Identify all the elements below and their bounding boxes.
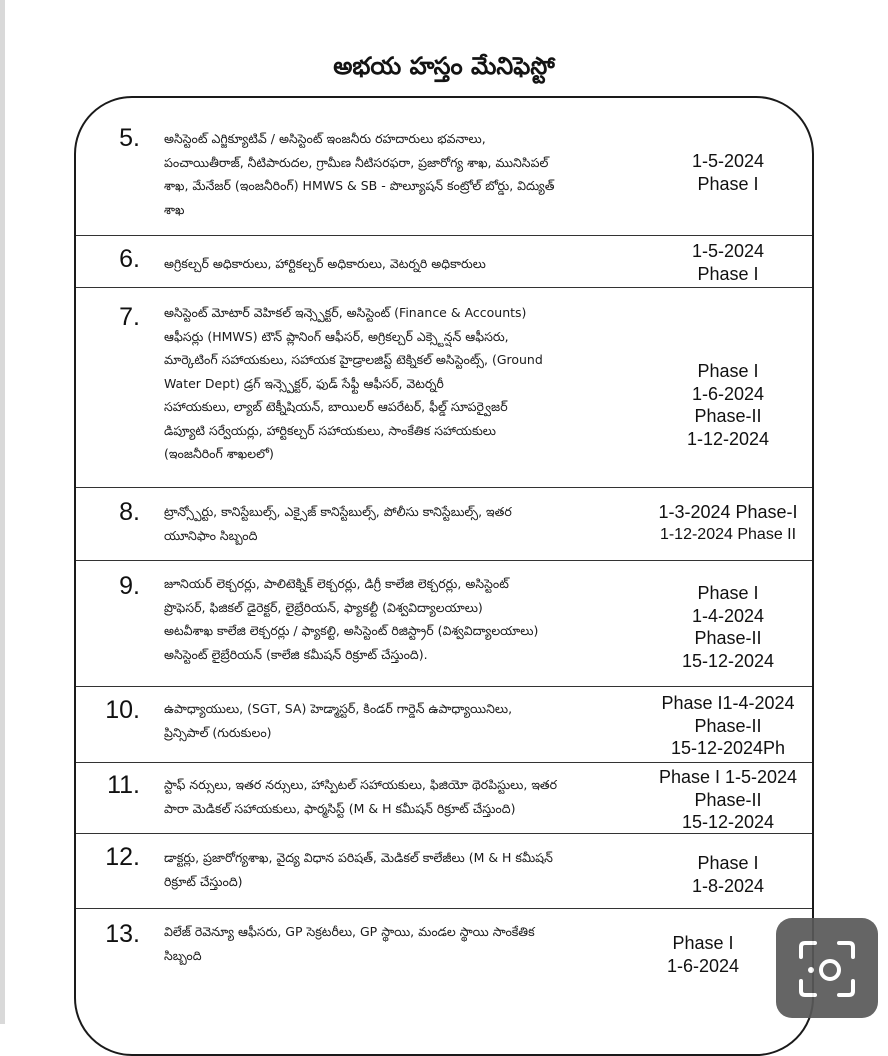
date-line: Phase-II <box>694 406 762 426</box>
row-number: 5. <box>119 124 140 152</box>
description-line: విలేజ్ రెవెన్యూ ఆఫీసరు, GP సెక్రటరీలు, GP స్థాయి, మండల స్థాయి సాంకేతిక <box>164 924 535 939</box>
row-number: 6. <box>119 245 140 273</box>
description-line: శాఖ, మేనేజర్ (ఇంజనీరింగ్) HMWS & SB - పొల్యూషన్ కంట్రోల్ బోర్డు, విద్యుత్ <box>164 178 555 193</box>
row-description <box>164 500 634 547</box>
description-line: జూనియర్ లెక్చరర్లు, పాలిటెక్నిక్ లెక్చరర్లు, డిగ్రీ కాలేజి లెక్చరర్లు, అసిస్టెంట్ <box>164 576 509 591</box>
row-divider <box>76 686 812 687</box>
description-line: అసిస్టెంట్ ఎగ్జిక్యూటివ్ / అసిస్టెంట్ ఇంజనీరు రహదారులు భవనాలు, <box>164 131 486 146</box>
date-line: 1-4-2024 <box>691 605 765 626</box>
scan-focus-icon <box>797 939 857 999</box>
date-line: Phase I <box>697 263 759 284</box>
description-line: మార్కెటింగ్ సహాయకులు, సహాయక హైడ్రాలజిస్ట్ టెక్నికల్ అసిస్టెంట్స్, (Ground <box>164 352 543 367</box>
row-date <box>640 150 816 195</box>
row-description <box>164 572 634 666</box>
row-description <box>164 127 634 221</box>
description-line: ప్రిన్సిపాల్ (గురుకులం) <box>164 724 272 740</box>
page-left-edge <box>0 0 5 1024</box>
row-date <box>640 240 816 285</box>
row-divider <box>76 235 812 236</box>
row-date <box>640 932 766 977</box>
row-date <box>636 501 820 546</box>
date-line: Phase I <box>672 933 734 953</box>
row-description <box>164 301 634 466</box>
date-line: Phase I <box>697 173 759 194</box>
date-line: 1-12-2024 Phase II <box>659 525 797 543</box>
row-description <box>164 846 634 893</box>
row-description <box>164 920 634 967</box>
row-divider <box>76 487 812 488</box>
row-number: 11. <box>107 771 140 799</box>
date-line: 1-8-2024 <box>691 875 765 896</box>
row-description <box>164 252 634 276</box>
description-line: డాక్టర్లు, ప్రజారోగ్యశాఖ, వైద్య విధాన పరిషత్, మెడికల్ కాలేజీలు (M & H కమీషన్ <box>164 850 553 865</box>
row-number: 13. <box>105 920 140 948</box>
row-date <box>640 360 816 450</box>
date-line: Phase I <box>697 361 759 381</box>
description-line: డిప్యూటి సర్వేయర్లు, హార్టికల్చర్ సహాయకులు, సాంకేతిక సహాయకులు <box>164 422 496 438</box>
date-line: Phase-II <box>694 628 762 648</box>
date-line: 15-12-2024 <box>681 650 775 671</box>
description-line: అగ్రికల్చర్ అధికారులు, హార్టికల్చర్ అధికారులు, వెటర్నరి అధికారులు <box>164 256 486 271</box>
description-line: రిక్రూట్ చేస్తుంది) <box>164 873 243 889</box>
date-line: 1-6-2024 <box>691 383 765 404</box>
date-line: 1-6-2024 <box>666 955 740 976</box>
row-date <box>640 852 816 897</box>
row-date <box>640 692 816 760</box>
date-line: 15-12-2024Ph <box>670 738 786 758</box>
date-line: 1-12-2024 <box>686 428 770 449</box>
date-line: Phase-II <box>694 715 762 736</box>
row-number: 12. <box>105 843 140 871</box>
row-number: 9. <box>119 572 140 600</box>
date-line: 1-5-2024 <box>691 151 765 171</box>
description-line: పంచాయితీరాజ్, నీటిపారుదల, గ్రామీణ నీటిసరఫరా, ప్రజారోగ్య శాఖ, మునిసిపల్ <box>164 154 549 170</box>
row-divider <box>76 560 812 561</box>
date-line: Phase I 1-5-2024 <box>658 767 798 787</box>
date-line: Phase I <box>697 853 759 873</box>
description-line: యూనిఫాం సిబ్బంది <box>164 527 258 543</box>
row-date <box>640 582 816 672</box>
date-line: Phase-II <box>694 789 762 810</box>
description-line: ఆఫీసర్లు (HMWS) టౌన్ ప్లానింగ్ ఆఫీసర్, అగ్రికల్చర్ ఎక్స్టెన్షన్ ఆఫీసరు, <box>164 328 509 344</box>
description-line: శాఖ <box>164 201 185 217</box>
description-line: స్టాఫ్ నర్సులు, ఇతర నర్సులు, హాస్పిటల్ సహాయకులు, ఫిజియో థెరపిస్టులు, ఇతర <box>164 777 558 792</box>
row-divider <box>76 762 812 763</box>
date-line: 1-5-2024 <box>691 241 765 261</box>
description-line: అసిస్టెంట్ మోటార్ వెహికల్ ఇన్స్పెక్టర్, అసిస్టెంట్ (Finance & Accounts) <box>164 305 527 320</box>
description-line: ట్రాన్స్పోర్టు, కానిస్టేబుల్స్, ఎక్సైజ్ కానిస్టేబుల్స్, పోలీసు కానిస్టేబుల్స్, ఇతర <box>164 504 512 519</box>
row-description <box>164 773 634 820</box>
date-line: Phase I1-4-2024 <box>661 693 795 713</box>
description-line: సిబ్బంది <box>164 947 202 963</box>
row-description <box>164 697 634 744</box>
row-divider <box>76 287 812 288</box>
page-title: అభయ హస్తం మేనిఫెస్టో <box>333 52 555 80</box>
scan-button[interactable] <box>776 918 878 1018</box>
description-line: అటవీశాఖ కాలేజి లెక్చరర్లు / ఫ్యాకల్టి, అసిస్టెంట్ రిజిస్ట్రార్ (విశ్వవిద్యాలయాలు) <box>164 623 539 638</box>
date-line: 1-3-2024 Phase-I <box>658 502 798 522</box>
row-number: 8. <box>119 498 140 526</box>
row-divider <box>76 908 812 909</box>
description-line: (ఇంజనీరింగ్ శాఖలలో) <box>164 446 274 461</box>
description-line: Water Dept) డ్రగ్ ఇన్స్పెక్టర్, ఫుడ్ సేఫ్టీ ఆఫీసర్, వెటర్నరీ <box>164 375 444 391</box>
row-number: 10. <box>105 696 140 724</box>
description-line: అసిస్టెంట్ లైబ్రేరియన్ (కాలేజి కమీషన్ రిక్రూట్ చేస్తుంది). <box>164 646 428 662</box>
row-date <box>640 766 816 834</box>
description-line: ప్రొఫెసర్, ఫిజికల్ డైరెక్టర్, లైబ్రేరియన్, ఫ్యాకల్టీ (విశ్వవిద్యాలయాలు) <box>164 599 483 615</box>
date-line: 15-12-2024 <box>681 812 775 832</box>
date-line: Phase I <box>697 583 759 603</box>
description-line: సహాయకులు, ల్యాబ్ టెక్నీషియన్, బాయిలర్ ఆపరేటర్, ఫీల్డ్ సూపర్వైజర్ <box>164 399 508 414</box>
description-line: ఉపాధ్యాయులు, (SGT, SA) హెడ్మాస్టర్, కిండర్ గార్డెన్ ఉపాధ్యాయినిలు, <box>164 701 513 716</box>
description-line: పారా మెడికల్ సహాయకులు, ఫార్మసిస్ట్ (M & H కమీషన్ రిక్రూట్ చేస్తుంది) <box>164 800 516 816</box>
row-number: 7. <box>119 303 140 331</box>
